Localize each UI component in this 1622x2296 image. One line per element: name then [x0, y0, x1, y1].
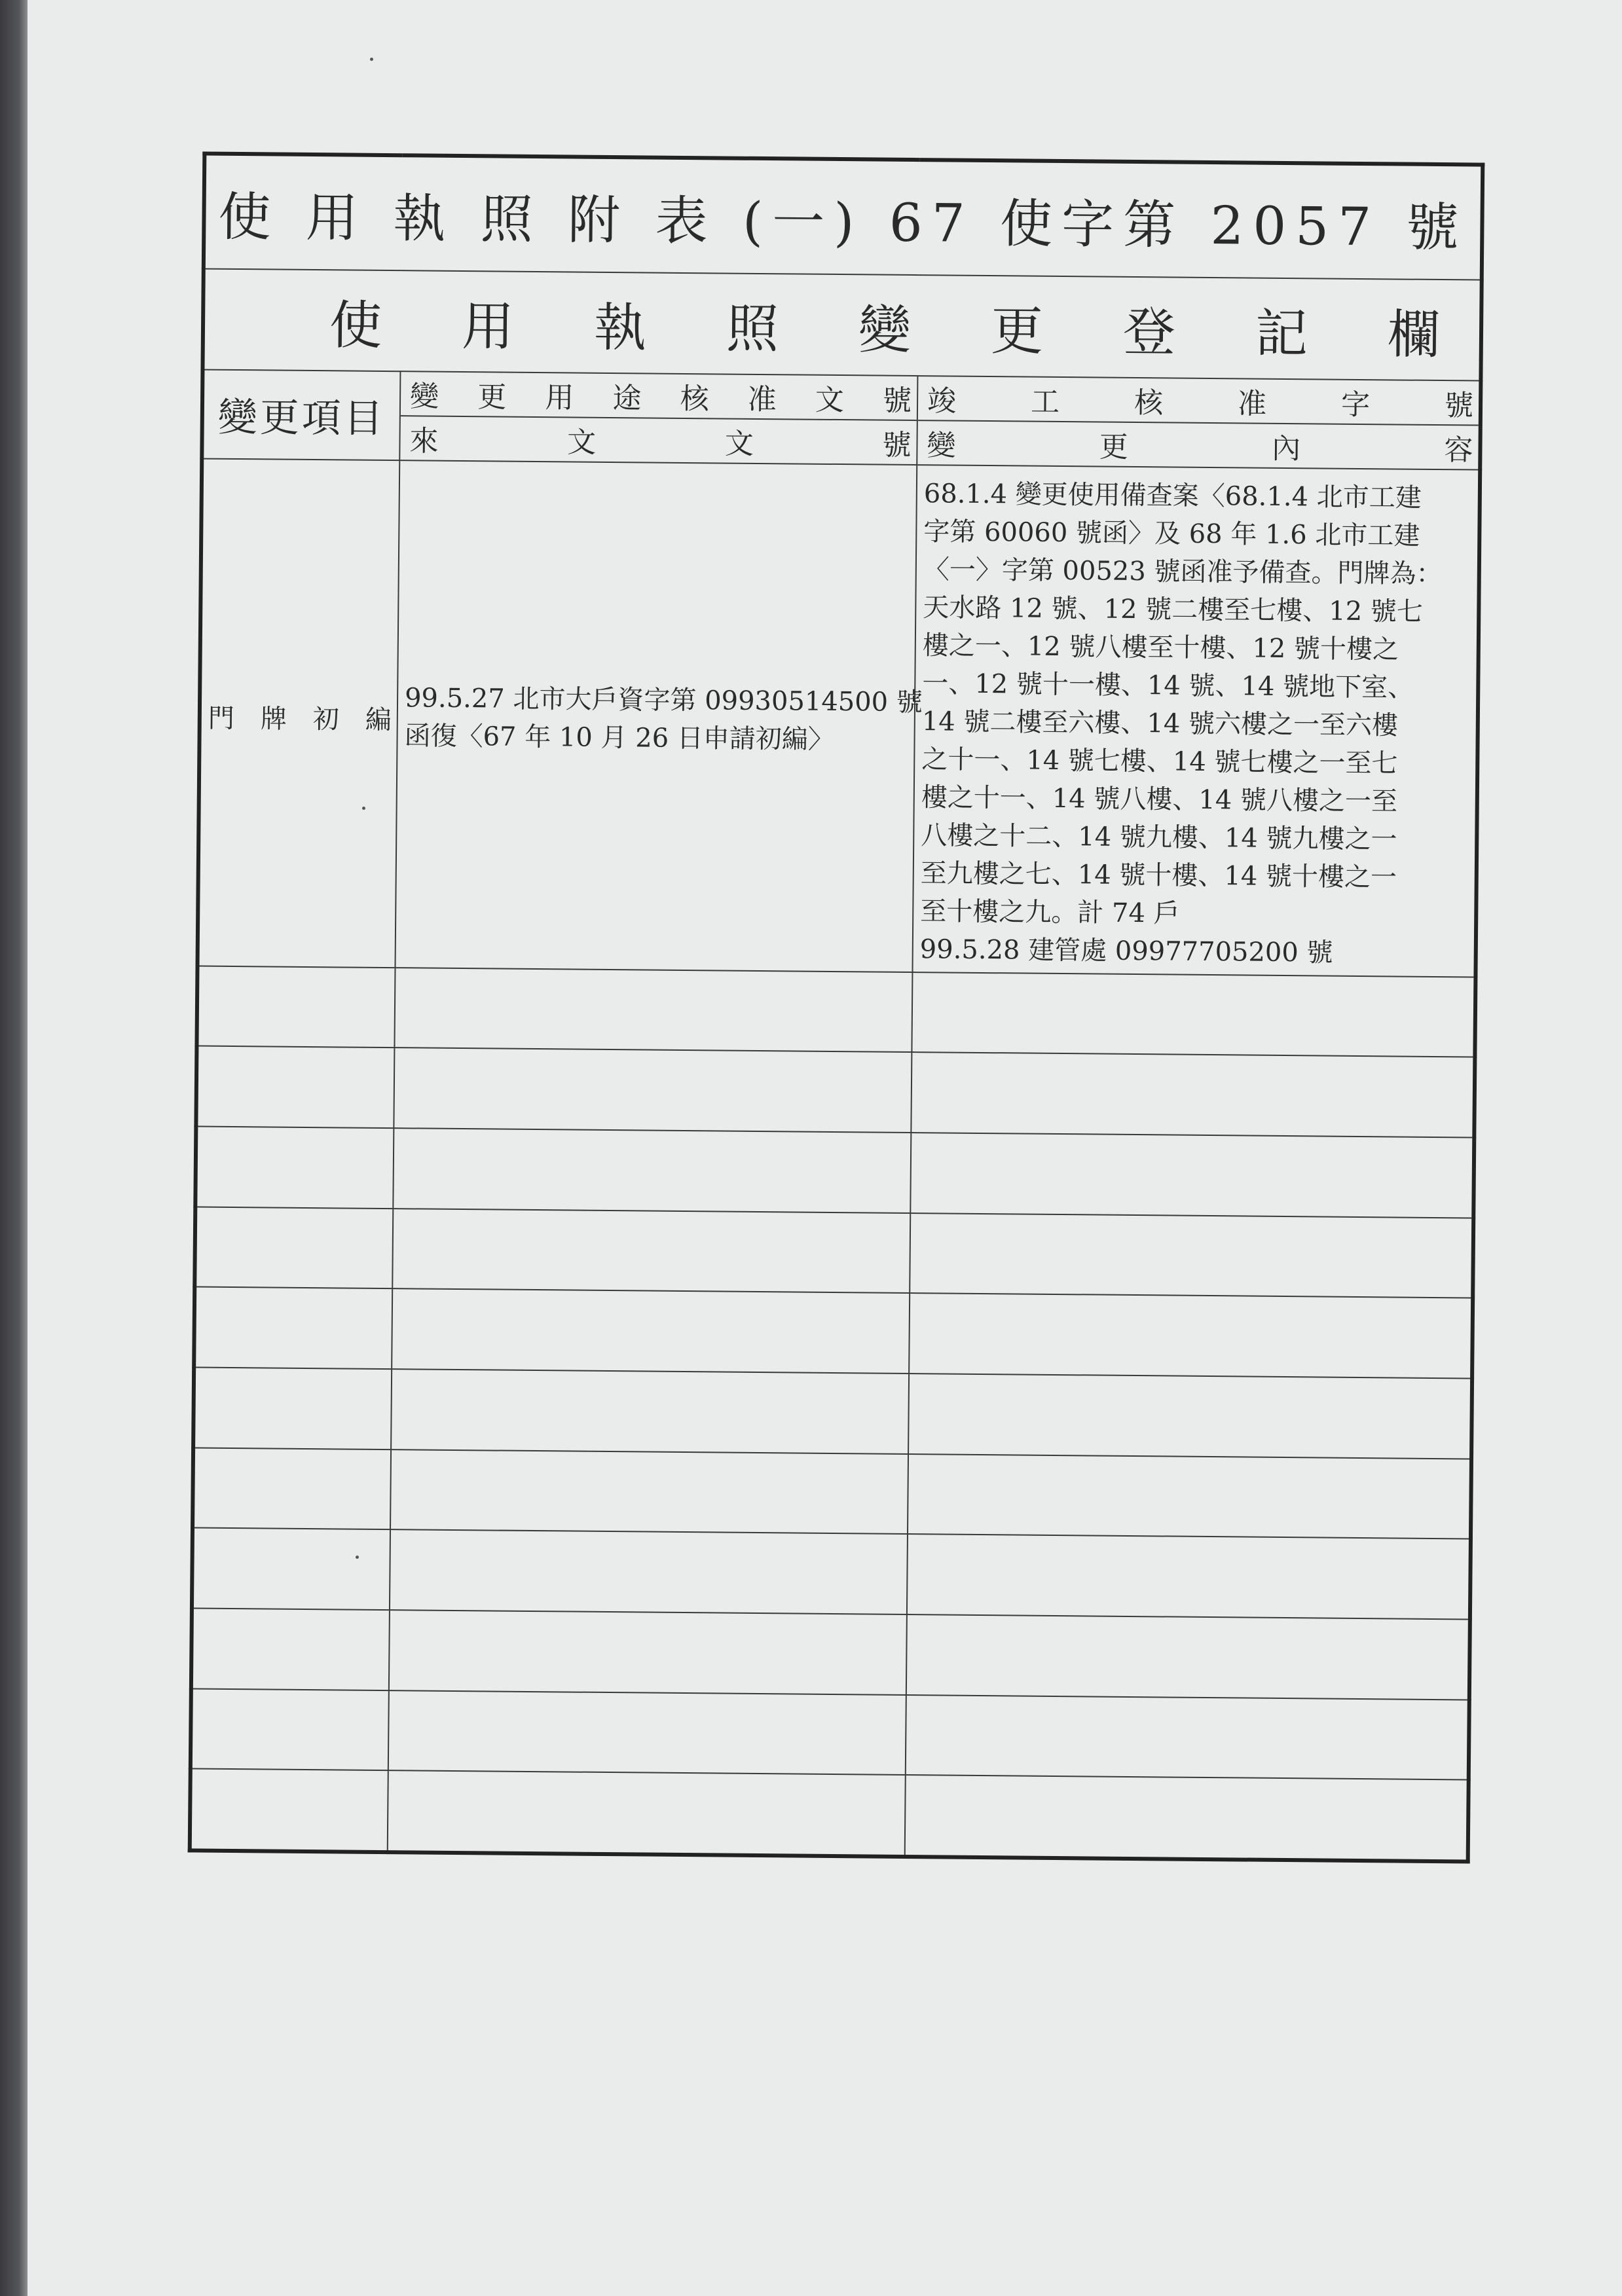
incoming-doc-line: 99.5.27 北市大戶資字第 09930514500 號 [404, 682, 923, 718]
change-registration-form [188, 152, 1485, 1864]
section-title-char: 記 [1255, 302, 1308, 365]
section-title [202, 269, 1481, 381]
section-title-char: 欄 [1387, 304, 1441, 365]
change-content-line: 一、12 號十一樓、14 號、14 號地下室、 [922, 668, 1414, 703]
header-char: 容 [1444, 433, 1473, 467]
change-content-line: 14 號二樓至六樓、14 號六樓之一至六樓 [921, 706, 1399, 740]
header-char: 變 [927, 429, 956, 463]
header-char: 號 [882, 384, 912, 418]
empty-row [194, 1207, 1473, 1298]
header-char: 准 [1237, 387, 1267, 422]
header-char: 更 [1099, 430, 1129, 465]
empty-row [196, 966, 1475, 1057]
section-title-char: 使 [329, 295, 382, 356]
entry-item-cell [198, 459, 400, 968]
header-char: 工 [1030, 385, 1060, 420]
section-title-char: 照 [726, 298, 779, 360]
empty-row [193, 1448, 1471, 1539]
header-char: 核 [680, 382, 709, 416]
header-completion [917, 376, 1481, 470]
change-content-line: 字第 60060 號函〉及 68 年 1.6 北市工建 [923, 516, 1420, 551]
section-title-char: 變 [858, 299, 912, 361]
empty-row [194, 1287, 1473, 1379]
header-char: 號 [882, 428, 912, 463]
change-content-line: 八樓之十二、14 號九樓、14 號九樓之一 [921, 820, 1397, 854]
change-content-line: 樓之十一、14 號八樓、14 號八樓之一至 [921, 782, 1398, 816]
header-char: 更 [477, 380, 507, 414]
entry-item-char: 牌 [260, 704, 287, 735]
empty-row [190, 1769, 1469, 1862]
change-content-line: 樓之一、12 號八樓至十樓、12 號十樓之 [922, 630, 1399, 665]
header-char: 文 [566, 426, 597, 460]
header-char: 內 [1271, 432, 1301, 466]
header-char: 來 [409, 424, 439, 459]
section-title-char: 登 [1122, 301, 1176, 363]
scan-edge [0, 0, 28, 2296]
change-content-line: 〈一〉字第 00523 號函准予備查。門牌為： [923, 554, 1443, 589]
empty-row [191, 1688, 1469, 1780]
empty-row [195, 1127, 1474, 1218]
header-char: 文 [724, 427, 754, 462]
change-content-line: 之十一、14 號七樓、14 號七樓之一至七 [921, 744, 1398, 778]
incoming-doc-line: 函復〈67 年 10 月 26 日申請初編〉 [404, 720, 835, 755]
form-title: 使 用 執 照 附 表 (一) 67 使字第 2057 號 [204, 154, 1483, 280]
header-change-item: 變更項目 [202, 370, 400, 460]
header-char: 字 [1340, 388, 1371, 422]
header-char: 變 [409, 380, 439, 414]
change-content-line: 至九樓之七、14 號十樓、14 號十樓之一 [920, 858, 1397, 892]
section-title-char: 更 [990, 300, 1044, 362]
change-content-line: 天水路 12 號、12 號二樓至七樓、12 號七 [923, 592, 1424, 627]
header-char: 竣 [927, 384, 957, 418]
entry-item-char: 初 [312, 704, 340, 735]
header-char: 用 [545, 381, 574, 415]
header-usage-doc [399, 372, 917, 465]
header-change-content [917, 420, 1479, 469]
entry-item-char: 編 [365, 704, 392, 736]
form-sheet [188, 152, 1481, 1864]
header-char: 核 [1134, 386, 1164, 420]
header-char: 途 [612, 382, 642, 416]
entry-incoming-doc-cell [396, 460, 923, 972]
section-title-char: 執 [593, 297, 647, 359]
table-row [198, 459, 1481, 977]
header-char: 准 [747, 383, 777, 417]
empty-row [191, 1608, 1470, 1700]
change-content-line: 68.1.4 變更使用備查案〈68.1.4 北市工建 [923, 478, 1422, 513]
change-content-line: 至十樓之九。計 74 戶 [920, 896, 1180, 929]
change-content-line: 99.5.28 建管處 09977705200 號 [919, 934, 1333, 968]
entry-item-char: 門 [208, 703, 235, 734]
entry-change-content-cell [912, 465, 1480, 977]
empty-row [192, 1528, 1471, 1620]
header-char: 號 [1444, 389, 1474, 423]
header-char: 文 [815, 384, 845, 418]
header-incoming-doc-no [400, 416, 917, 465]
header-completion-approval-no [918, 377, 1479, 425]
empty-row [193, 1367, 1472, 1459]
empty-row [196, 1046, 1475, 1138]
header-usage-approval-no [401, 373, 917, 420]
section-title-char: 用 [461, 295, 515, 357]
scan-speck [370, 58, 373, 61]
